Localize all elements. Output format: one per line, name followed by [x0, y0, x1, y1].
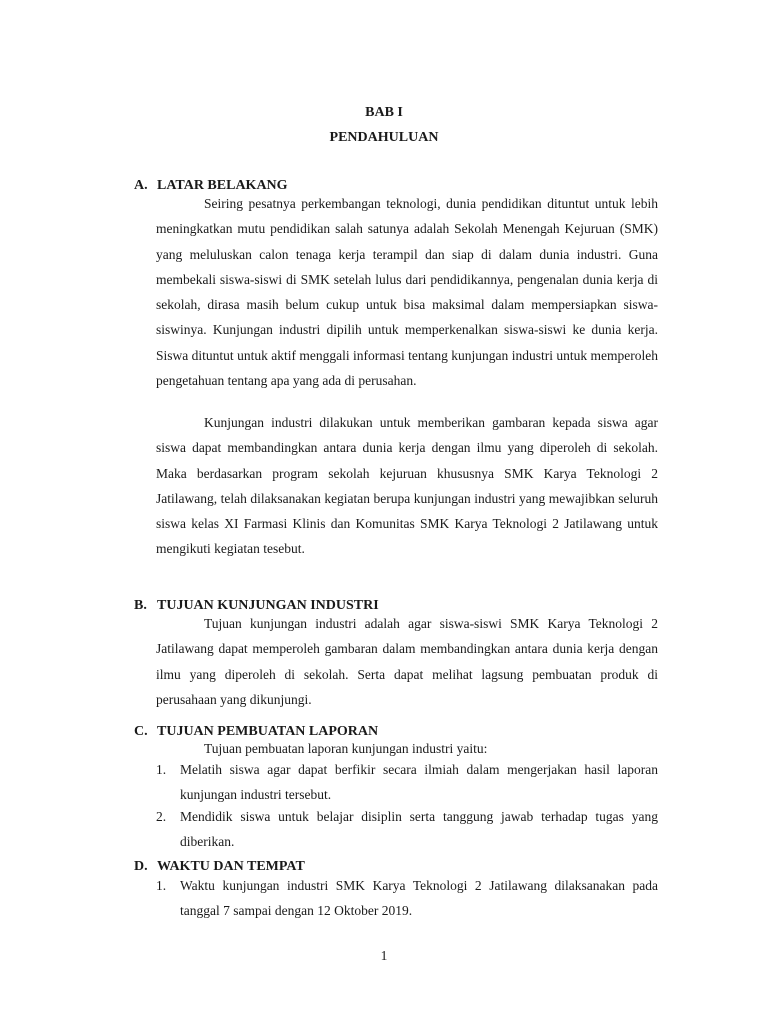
section-c-list	[156, 757, 658, 854]
list-item-text: Melatih siswa agar dapat berfikir secara ilmiah dalam mengerjakan hasil laporan kunjungan industri tersebut.	[180, 762, 658, 803]
list-item	[156, 757, 658, 808]
section-c-heading	[134, 724, 378, 740]
section-d-list	[156, 873, 658, 924]
list-item-number: 1.	[156, 878, 167, 893]
page-number: 1	[380, 948, 388, 963]
section-c-letter: C.	[134, 724, 148, 739]
chapter-title: PENDAHULUAN	[329, 130, 439, 145]
section-a-title: LATAR BELAKANG	[157, 178, 288, 193]
list-item	[156, 804, 658, 855]
chapter-number: BAB I	[365, 105, 403, 120]
section-b-paragraph-1: Tujuan kunjungan industri adalah agar siswa-siswi SMK Karya Teknologi 2 Jatilawang dapat memperoleh gambaran dalam membandingkan antara dunia kerja dengan ilmu yang diperoleh di sekolah. Serta dapat melihat lagsung pembuatan produk di perusahaan yang dikunjungi.	[156, 616, 658, 707]
section-b-title: TUJUAN KUNJUNGAN INDUSTRI	[157, 598, 379, 613]
list-item-text: Mendidik siswa untuk belajar disiplin serta tanggung jawab terhadap tugas yang diberikan.	[180, 808, 658, 849]
section-c-title: TUJUAN PEMBUATAN LAPORAN	[157, 724, 379, 739]
section-a-paragraph-2: Kunjungan industri dilakukan untuk memberikan gambaran kepada siswa agar siswa dapat membandingkan antara dunia kerja dengan ilmu yang diperoleh di sekolah. Maka berdasarkan program sekolah kejuruan khususnya SMK Karya Teknologi 2 Jatilawang, telah dilaksanakan kegiatan berupa kunjungan industri yang mewajibkan seluruh siswa kelas XI Farmasi Klinis dan Komunitas SMK Karya Teknologi 2 Jatilawang untuk mengikuti kegiatan tesebut.	[156, 415, 658, 557]
list-item-number: 1.	[156, 762, 167, 777]
list-item-number: 2.	[156, 808, 167, 824]
section-b-letter: B.	[134, 598, 147, 613]
section-c-lead: Tujuan pembuatan laporan kunjungan industri yaitu:	[204, 741, 488, 756]
section-d-letter: D.	[134, 859, 148, 874]
list-item-text: Waktu kunjungan industri SMK Karya Teknologi 2 Jatilawang dilaksanakan pada tanggal 7 sampai dengan 12 Oktober 2019.	[180, 878, 658, 919]
section-d-title: WAKTU DAN TEMPAT	[157, 859, 305, 874]
section-a-paragraph-1: Seiring pesatnya perkembangan teknologi, dunia pendidikan dituntut untuk lebih meningkatkan mutu pendidikan salah satunya adalah Sekolah Menengah Kejuruan (SMK) yang meluluskan calon tenaga kerja terampil dan siap di dalam dunia industri. Guna membekali siswa-siswi di SMK setelah lulus dari pendidikannya, pengenalan dunia kerja di sekolah, dirasa masih belum cukup untuk bisa maksimal dalam mempersiapkan siswa-siswinya. Kunjungan industri dipilih untuk memperkenalkan siswa-siswi ke dunia kerja. Siswa dituntut untuk aktif menggali informasi tentang kunjungan industri untuk memperoleh pengetahuan tentang apa yang ada di perusahan.	[156, 196, 658, 389]
list-item	[156, 873, 658, 924]
section-a-letter: A.	[134, 178, 148, 193]
